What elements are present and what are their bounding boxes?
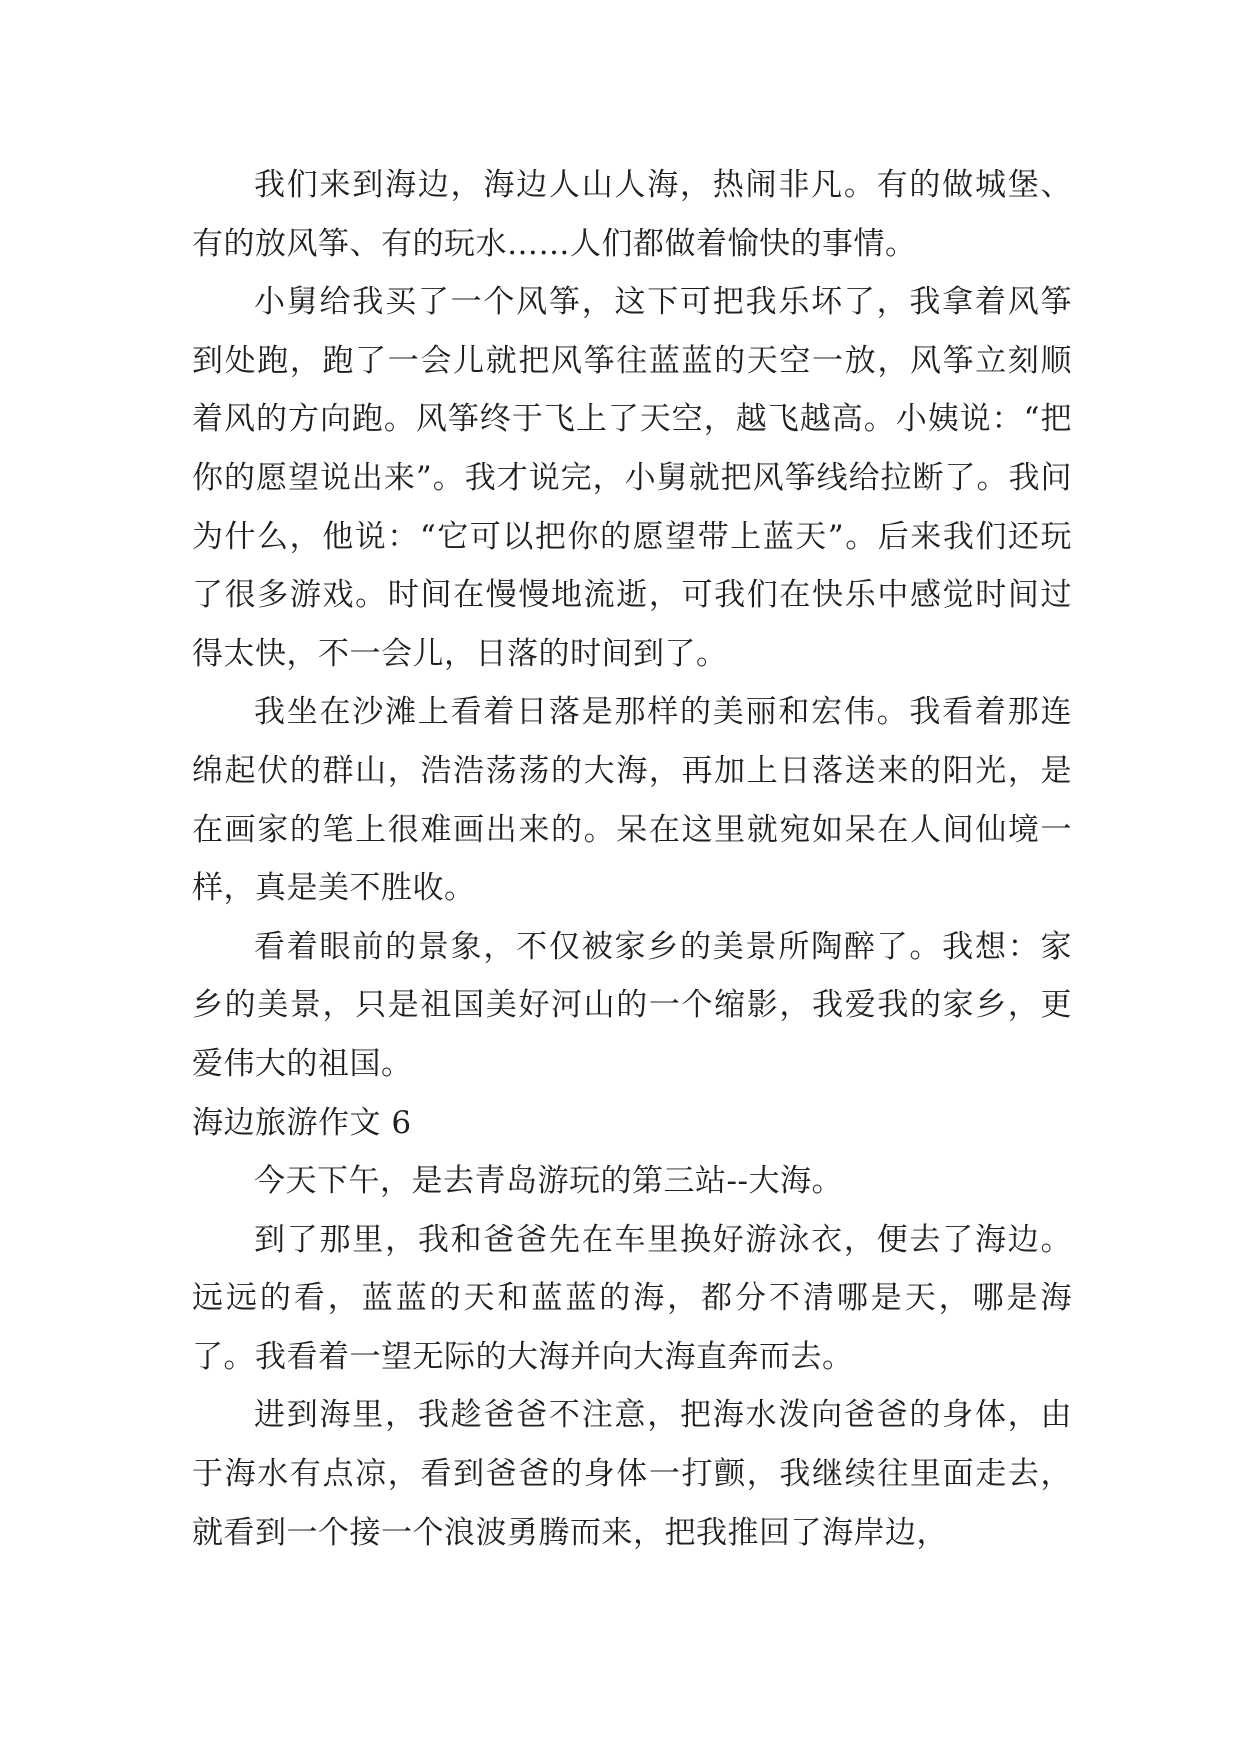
paragraph-5: 今天下午，是去青岛游玩的第三站--大海。: [254, 1163, 843, 1200]
section-title: 海边旅游作文 6: [192, 1104, 412, 1141]
paragraph-3: 我坐在沙滩上看着日落是那样的美丽和宏伟。我看着那连绵起伏的群山，浩浩荡荡的大海，再加上日落送来的阳光，是在画家的笔上很难画出来的。呆在这里就宛如呆在人间仙境一样，真是美不胜收。: [192, 694, 1072, 907]
document-body: [192, 156, 1072, 1562]
paragraph-6: 到了那里，我和爸爸先在车里换好游泳衣，便去了海边。远远的看，蓝蓝的天和蓝蓝的海，都分不清哪是天，哪是海了。我看着一望无际的大海并向大海直奔而去。: [192, 1221, 1072, 1375]
paragraph-2: 小舅给我买了一个风筝，这下可把我乐坏了，我拿着风筝到处跑，跑了一会儿就把风筝往蓝蓝的天空一放，风筝立刻顺着风的方向跑。风筝终于飞上了天空，越飞越高。小姨说：“把你的愿望说出来”。我才说完，小舅就把风筝线给拉断了。我问为什么，他说：“它可以把你的愿望带上蓝天”。后来我们还玩了很多游戏。时间在慢慢地流逝，可我们在快乐中感觉时间过得太快，不一会儿，日落的时间到了。: [192, 284, 1072, 672]
paragraph-4: 看着眼前的景象，不仅被家乡的美景所陶醉了。我想：家乡的美景，只是祖国美好河山的一个缩影，我爱我的家乡，更爱伟大的祖国。: [192, 928, 1072, 1082]
paragraph-1: 我们来到海边，海边人山人海，热闹非凡。有的做城堡、有的放风筝、有的玩水……人们都做着愉快的事情。: [192, 167, 1072, 262]
paragraph-7: 进到海里，我趁爸爸不注意，把海水泼向爸爸的身体，由于海水有点凉，看到爸爸的身体一打颤，我继续往里面走去，就看到一个接一个浪波勇腾而来，把我推回了海岸边，: [192, 1397, 1072, 1551]
